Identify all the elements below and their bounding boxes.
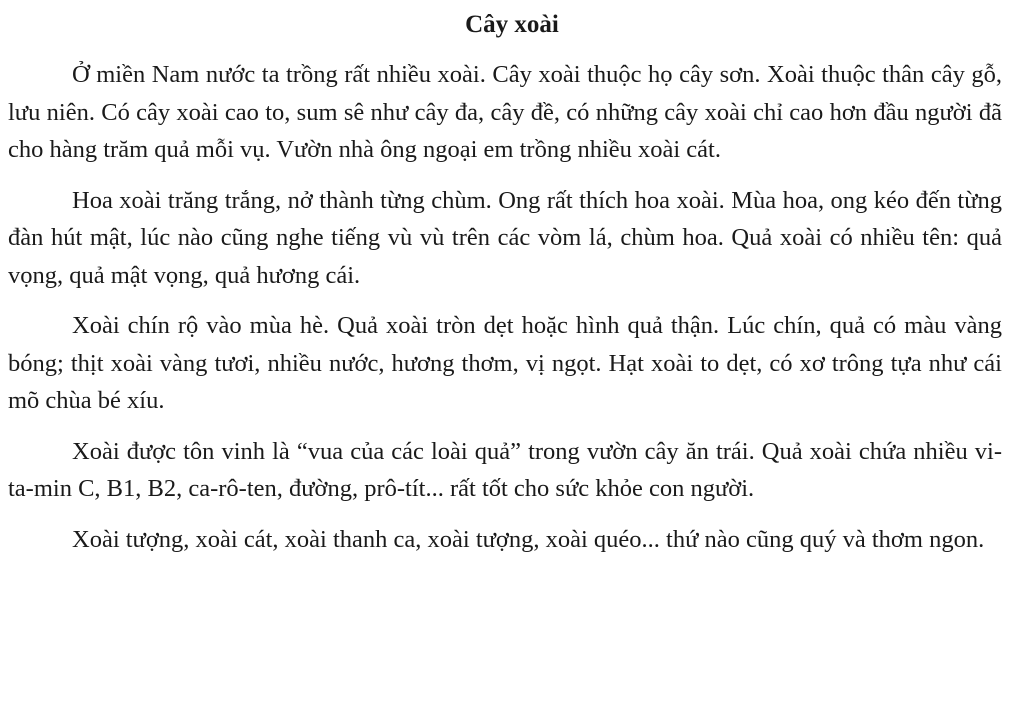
paragraph-2: Hoa xoài trăng trắng, nở thành từng chùm. Ong rất thích hoa xoài. Mùa hoa, ong kéo đến từng đàn hút mật, lúc nào cũng nghe tiếng vù vù trên các vòm lá, chùm hoa. Quả xoài có nhiều tên: quả vọng, quả mật vọng, quả hương cái.: [8, 186, 1002, 289]
paragraph-4: Xoài được tôn vinh là “vua của các loài quả” trong vườn cây ăn trái. Quả xoài chứa nhiều vi-ta-min C, B1, B2, ca-rô-ten, đường, prô-tít... rất tốt cho sức khỏe con người.: [8, 437, 1002, 502]
paragraph-5: Xoài tượng, xoài cát, xoài thanh ca, xoài tượng, xoài quéo... thứ nào cũng quý và thơm ngon.: [72, 525, 985, 553]
document-title: Cây xoài: [465, 11, 559, 38]
paragraph-1: Ở miền Nam nước ta trồng rất nhiều xoài. Cây xoài thuộc họ cây sơn. Xoài thuộc thân cây gỗ, lưu niên. Có cây xoài cao to, sum sê như cây đa, cây đề, có những cây xoài chỉ cao hơn đầu người đã cho hàng trăm quả mỗi vụ. Vườn nhà ông ngoại em trồng nhiều xoài cát.: [8, 61, 1002, 163]
paragraph-3: Xoài chín rộ vào mùa hè. Quả xoài tròn dẹt hoặc hình quả thận. Lúc chín, quả có màu vàng bóng; thịt xoài vàng tươi, nhiều nước, hương thơm, vị ngọt. Hạt xoài to dẹt, có xơ trông tựa như cái mõ chùa bé xíu.: [8, 312, 1002, 414]
